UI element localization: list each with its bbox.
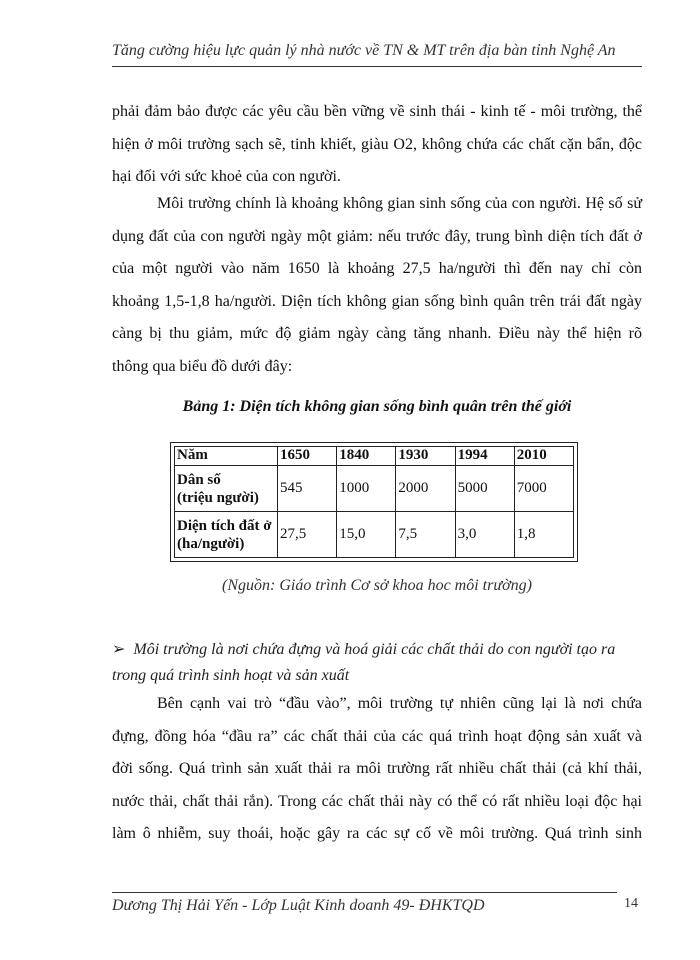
paragraph-1 (112, 96, 642, 194)
text-line: đời sống. Quá trình sản xuất thải ra môi trường rất nhiều chất thải (cả khí thải, (112, 760, 642, 777)
bullet-heading (112, 637, 642, 689)
header-cell: 2010 (514, 447, 573, 466)
text-line: càng bị thu giảm, mức độ giảm ngày càng tăng nhanh. Điều này thể hiện rõ (112, 325, 642, 342)
header-cell: 1930 (396, 447, 455, 466)
text-line: thông qua biểu đồ dưới đây: (112, 357, 293, 375)
table-cell: 15,0 (337, 512, 396, 558)
table-cell: 1,8 (514, 512, 573, 558)
header-cell: 1840 (337, 447, 396, 466)
page-number: 14 (624, 896, 638, 911)
header-cell: 1650 (278, 447, 337, 466)
table-row (175, 512, 574, 558)
text-line: phải đảm bảo được các yêu cầu bền vững về sinh thái - kinh tế - môi trường, thể (112, 103, 642, 120)
text-line: Bên cạnh vai trò “đầu vào”, môi trường tự nhiên cũng lại là nơi chứa (157, 695, 642, 712)
row-label-line: (ha/người) (177, 535, 245, 552)
text-line: hại đối với sức khoẻ của con người. (112, 168, 341, 185)
paragraph-2 (112, 188, 642, 383)
arrow-bullet-icon: ➢ (112, 641, 126, 658)
paragraph-3 (112, 688, 642, 851)
row-label-line: Diện tích đất ở (177, 517, 272, 534)
text-line: làm ô nhiễm, suy thoái, hoặc gây ra các sự cố về môi trường. Quá trình sinh (112, 825, 642, 842)
text-line: Môi trường chính là khoảng không gian sinh sống của con người. Hệ số sử (157, 195, 642, 212)
text-line: hiện ở môi trường sạch sẽ, tinh khiết, giàu O2, không chứa các chất cặn bẩn, độc (112, 135, 642, 153)
header-divider (112, 66, 642, 67)
table-cell: 1000 (337, 466, 396, 512)
table-source: (Nguồn: Giáo trình Cơ sở khoa hoc môi trường) (222, 577, 532, 594)
bullet-text-line: Môi trường là nơi chứa đựng và hoá giải các chất thải do con người tạo ra (133, 641, 616, 658)
text-line: nước thải, chất thải rắn). Trong các chất thải này có thể có rất nhiều loại độc hại (112, 792, 642, 810)
text-line: đựng, đồng hóa “đầu ra” các chất thải của các quá trình hoạt động sản xuất và (112, 727, 642, 745)
table-title: Bảng 1: Diện tích không gian sống bình quân trên thế giới (182, 398, 572, 415)
table-row (175, 466, 574, 512)
table-cell: 5000 (455, 466, 514, 512)
table-cell: 3,0 (455, 512, 514, 558)
row-label-line: Dân số (177, 471, 221, 488)
bullet-text-line: trong quá trình sinh hoạt và sản xuất (112, 667, 350, 684)
running-header: Tăng cường hiệu lực quản lý nhà nước về TN & MT trên địa bàn tỉnh Nghệ An (112, 42, 616, 59)
table-cell: 2000 (396, 466, 455, 512)
data-table (174, 446, 574, 558)
row-label (175, 512, 278, 558)
table-cell: 27,5 (278, 512, 337, 558)
data-table-frame (170, 442, 578, 562)
text-line: khoảng 1,5-1,8 ha/người. Diện tích không gian sống bình quân trên trái đất ngày (112, 292, 642, 310)
table-cell: 7,5 (396, 512, 455, 558)
running-footer: Dương Thị Hải Yến - Lớp Luật Kinh doanh 49- ĐHKTQD (112, 897, 485, 914)
text-line: của một người vào năm 1650 là khoảng 27,5 ha/người thì đến nay chỉ còn (112, 260, 642, 277)
header-cell: Năm (175, 447, 278, 466)
footer-divider (112, 892, 617, 893)
header-cell: 1994 (455, 447, 514, 466)
row-label (175, 466, 278, 512)
table-cell: 545 (278, 466, 337, 512)
table-cell: 7000 (514, 466, 573, 512)
text-line: dụng đất của con người ngày một giảm: nếu trước đây, trung bình diện tích đất ở (112, 227, 642, 245)
table-header-row (175, 447, 574, 466)
row-label-line: (triệu người) (177, 489, 259, 506)
